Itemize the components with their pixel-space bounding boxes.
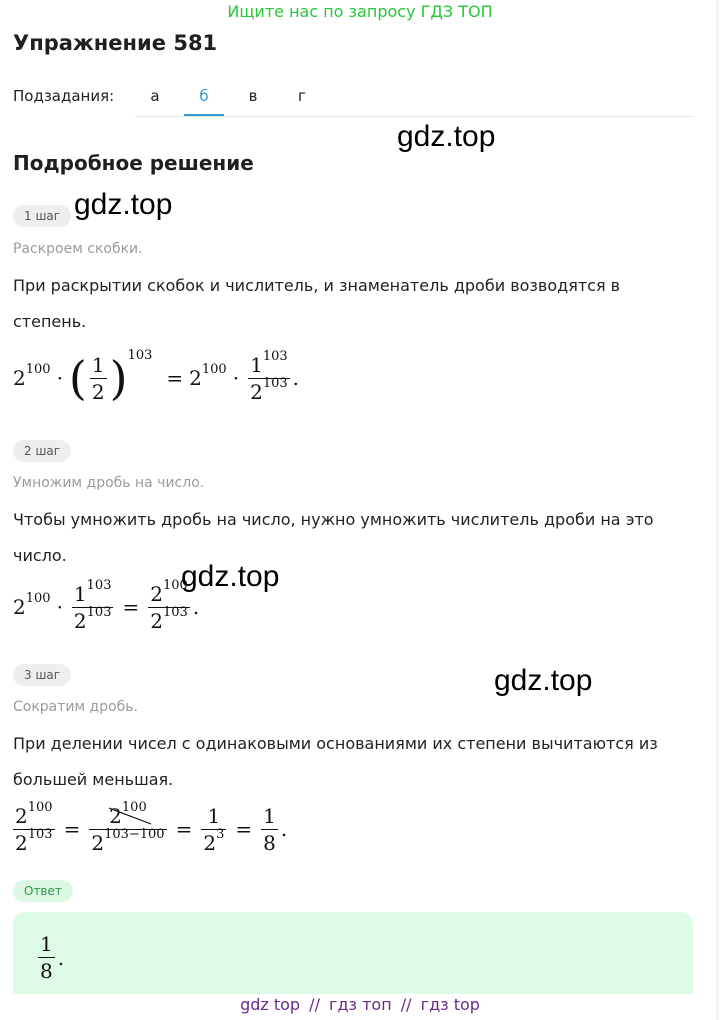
step-2-text: Чтобы умножить дробь на число, нужно умножить числитель дроби на это число. bbox=[13, 510, 654, 565]
step-2-badge: 2 шаг bbox=[13, 440, 71, 462]
watermark: gdz.top bbox=[74, 188, 173, 221]
scrollbar[interactable] bbox=[716, 0, 719, 1020]
footer-links: gdz top // гдз топ // гдз top bbox=[240, 995, 480, 1014]
footer-link[interactable]: гдз топ bbox=[329, 995, 392, 1014]
footer-link[interactable]: gdz top bbox=[240, 995, 301, 1014]
tab-b[interactable]: б bbox=[184, 78, 224, 116]
subtasks-tabs bbox=[135, 78, 693, 117]
tab-a[interactable]: а bbox=[150, 87, 160, 105]
step-3-text: При делении чисел с одинаковыми основаниями их степени вычитаются из большей меньшая. bbox=[13, 734, 658, 789]
answer-formula: $\frac{1}{8}$ . bbox=[40, 932, 65, 983]
step-1-badge: 1 шаг bbox=[13, 205, 71, 227]
strike-line-icon bbox=[107, 804, 153, 826]
watermark: gdz.top bbox=[397, 120, 496, 153]
tab-v[interactable]: в bbox=[248, 87, 258, 105]
footer-link[interactable]: гдз top bbox=[420, 995, 480, 1014]
fraction: $\frac{1^{103}}{2^{103}}$ bbox=[73, 577, 112, 633]
fraction: $\frac{1}{8}$ bbox=[263, 803, 276, 855]
subtasks-label: Подзадания: bbox=[13, 87, 115, 105]
fraction: $\frac{1}{2^3}$ bbox=[203, 803, 225, 855]
math-term: $2^{100}$ bbox=[13, 591, 51, 619]
section-title: Подробное решение bbox=[13, 151, 254, 175]
watermark: gdz.top bbox=[494, 664, 593, 697]
fraction: $\frac{1}{2}$ bbox=[91, 352, 105, 404]
page-title: Упражнение 581 bbox=[13, 31, 218, 55]
fraction: $\frac{2^{100}}{2^{103}}$ bbox=[15, 799, 53, 855]
math-term: $2^{100}$ bbox=[13, 362, 51, 390]
step-3-badge: 3 шаг bbox=[13, 664, 71, 686]
step-1-formula: $2^{100}$ · ( $\frac{1}{2}$ ) $^{103}$ = $2^{100}$ · $\frac{1^{103}}{2^{103}}$ . bbox=[13, 348, 299, 405]
watermark: gdz.top bbox=[181, 560, 280, 593]
step-2-hint: Умножим дробь на число. bbox=[13, 475, 205, 491]
fraction: $\frac{1}{8}$ bbox=[40, 932, 53, 983]
step-3-hint: Сократим дробь. bbox=[13, 699, 138, 715]
answer-box bbox=[13, 912, 693, 994]
step-1-hint: Раскроем скобки. bbox=[13, 241, 143, 257]
fraction: $\frac{1^{103}}{2^{103}}$ bbox=[250, 348, 288, 404]
math-term: $2^{100}$ bbox=[189, 362, 227, 390]
promo-banner: Ищите нас по запросу ГДЗ ТОП bbox=[227, 2, 493, 21]
answer-badge: Ответ bbox=[13, 880, 73, 902]
step-1-text: При раскрытии скобок и числитель, и знаменатель дроби возводятся в степень. bbox=[13, 276, 621, 331]
step-2-formula: $2^{100}$ · $\frac{1^{103}}{2^{103}}$ = $\frac{2^{100}}{2^{103}}$ . bbox=[13, 577, 200, 633]
tab-g[interactable]: г bbox=[298, 87, 306, 105]
cancelled-numerator: $2^{100}$ bbox=[107, 804, 149, 829]
fraction: $\frac{2^{100}}{2^{103}}$ bbox=[150, 577, 188, 633]
fraction: $\frac{2^{100}}{2^{103-100}}$ bbox=[91, 799, 165, 855]
step-3-formula: $\frac{2^{100}}{2^{103}}$ = $\frac{2^{100}}{2^{103-100}}$ = $\frac{1}{2^3}$ = $\frac{1}{8}$ . bbox=[15, 799, 288, 855]
